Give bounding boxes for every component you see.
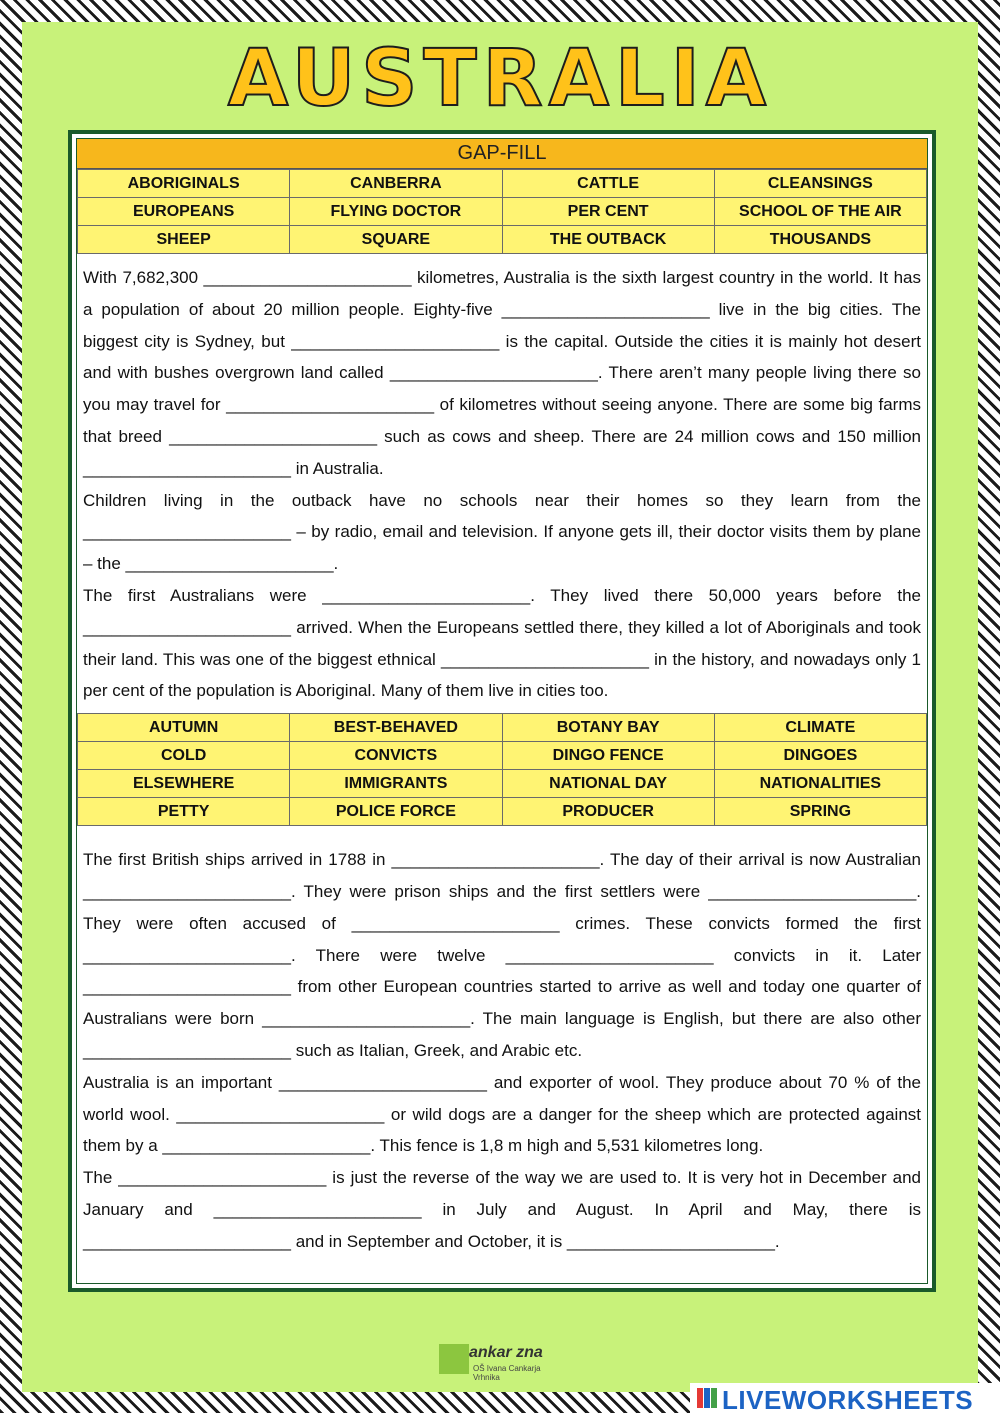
word-cell: SHEEP bbox=[78, 226, 290, 254]
paragraph: The first British ships arrived in 1788 in ______________________. The day of their arrival is now Australian ______________________. They were prison ships and the first settlers were ______________________. They were often accused of ______________________ crimes. These convicts formed the first ______________________. There were twelve ______________________ convicts in it. Later ______________________ from other European countries started to arrive as well and today one quarter of Australians were born ______________________. The main language is English, but there are also other ______________________ such as Italian, Greek, and Arabic etc. bbox=[83, 850, 921, 1060]
paragraph: Australia is an important ______________________ and exporter of wool. They produce about 70 % of the world wool. ______________________ or wild dogs are a danger for the sheep which are protected against them by a ______________________. This fence is 1,8 m high and 5,531 kilometres long. bbox=[83, 1072, 921, 1156]
liveworksheets-watermark[interactable] bbox=[690, 1383, 1000, 1413]
word-cell: POLICE FORCE bbox=[290, 798, 502, 826]
word-cell: SPRING bbox=[714, 798, 926, 826]
watermark-text: LIVEWORKSHEETS bbox=[722, 1385, 974, 1415]
word-cell: SQUARE bbox=[290, 226, 502, 254]
word-bank-1 bbox=[77, 169, 927, 254]
word-cell: SCHOOL OF THE AIR bbox=[714, 198, 926, 226]
word-cell: CLEANSINGS bbox=[714, 170, 926, 198]
word-cell: THE OUTBACK bbox=[502, 226, 714, 254]
table-row bbox=[78, 198, 927, 226]
paragraph: With 7,682,300 ______________________ kilometres, Australia is the sixth largest country in the world. It has a population of about 20 million people. Eighty-five ______________________ live in the big cities. The biggest city is Sydney, but ______________________ is the capital. Outside the cities it is mainly hot desert and with bushes overgrown land called ______________________. There aren’t many people living there so you may travel for ______________________ of kilometres without seeing anyone. There are some big farms that breed ______________________ such as cows and sheep. There are 24 million cows and 150 million ______________________ in Australia. bbox=[83, 268, 921, 478]
word-cell: COLD bbox=[78, 742, 290, 770]
table-row bbox=[78, 770, 927, 798]
page-title: AUSTRALIA bbox=[227, 34, 773, 124]
word-cell: CATTLE bbox=[502, 170, 714, 198]
passage-1 bbox=[77, 254, 927, 713]
word-cell: BOTANY BAY bbox=[502, 714, 714, 742]
gap-fill-header: GAP-FILL bbox=[77, 139, 927, 169]
word-cell: PETTY bbox=[78, 798, 290, 826]
word-cell: CLIMATE bbox=[714, 714, 926, 742]
liveworksheets-icon bbox=[696, 1386, 718, 1410]
school-logo bbox=[439, 1342, 569, 1382]
word-cell: ABORIGINALS bbox=[78, 170, 290, 198]
paragraph: The ______________________ is just the reverse of the way we are used to. It is very hot in December and January and ______________________ in July and August. In April and May, there is ______________________ and in September and October, it is ______________________. bbox=[83, 1168, 921, 1251]
word-cell: CANBERRA bbox=[290, 170, 502, 198]
word-bank-2 bbox=[77, 713, 927, 826]
worksheet-page bbox=[22, 22, 978, 1392]
word-cell: IMMIGRANTS bbox=[290, 770, 502, 798]
word-cell: NATIONAL DAY bbox=[502, 770, 714, 798]
word-cell: NATIONALITIES bbox=[714, 770, 926, 798]
table-row bbox=[78, 742, 927, 770]
word-cell: ELSEWHERE bbox=[78, 770, 290, 798]
logo-mark-icon bbox=[439, 1344, 469, 1374]
logo-name: ankar zna bbox=[469, 1344, 543, 1361]
word-cell: EUROPEANS bbox=[78, 198, 290, 226]
paragraph: The first Australians were ______________________. They lived there 50,000 years before the ______________________ arrived. When the Europeans settled there, they killed a lot of Aboriginals and took their land. This was one of the biggest ethnical ______________________ in the history, and nowadays only 1 per cent of the population is Aboriginal. Many of them live in cities too. bbox=[83, 585, 921, 701]
word-cell: DINGOES bbox=[714, 742, 926, 770]
word-cell: BEST-BEHAVED bbox=[290, 714, 502, 742]
word-cell: DINGO FENCE bbox=[502, 742, 714, 770]
table-row bbox=[78, 714, 927, 742]
word-cell: CONVICTS bbox=[290, 742, 502, 770]
passage-2 bbox=[77, 826, 927, 1263]
table-row bbox=[78, 798, 927, 826]
word-cell: PER CENT bbox=[502, 198, 714, 226]
logo-subtitle: OŠ Ivana Cankarja Vrhnika bbox=[473, 1364, 541, 1382]
exercise-box bbox=[68, 130, 936, 1292]
paragraph: Children living in the outback have no schools near their homes so they learn from the ______________________ – by radio, email and television. If anyone gets ill, their doctor visits them by plane – the ______________________. bbox=[83, 490, 921, 574]
word-cell: FLYING DOCTOR bbox=[290, 198, 502, 226]
word-cell: THOUSANDS bbox=[714, 226, 926, 254]
word-cell: AUTUMN bbox=[78, 714, 290, 742]
table-row bbox=[78, 226, 927, 254]
word-cell: PRODUCER bbox=[502, 798, 714, 826]
table-row bbox=[78, 170, 927, 198]
